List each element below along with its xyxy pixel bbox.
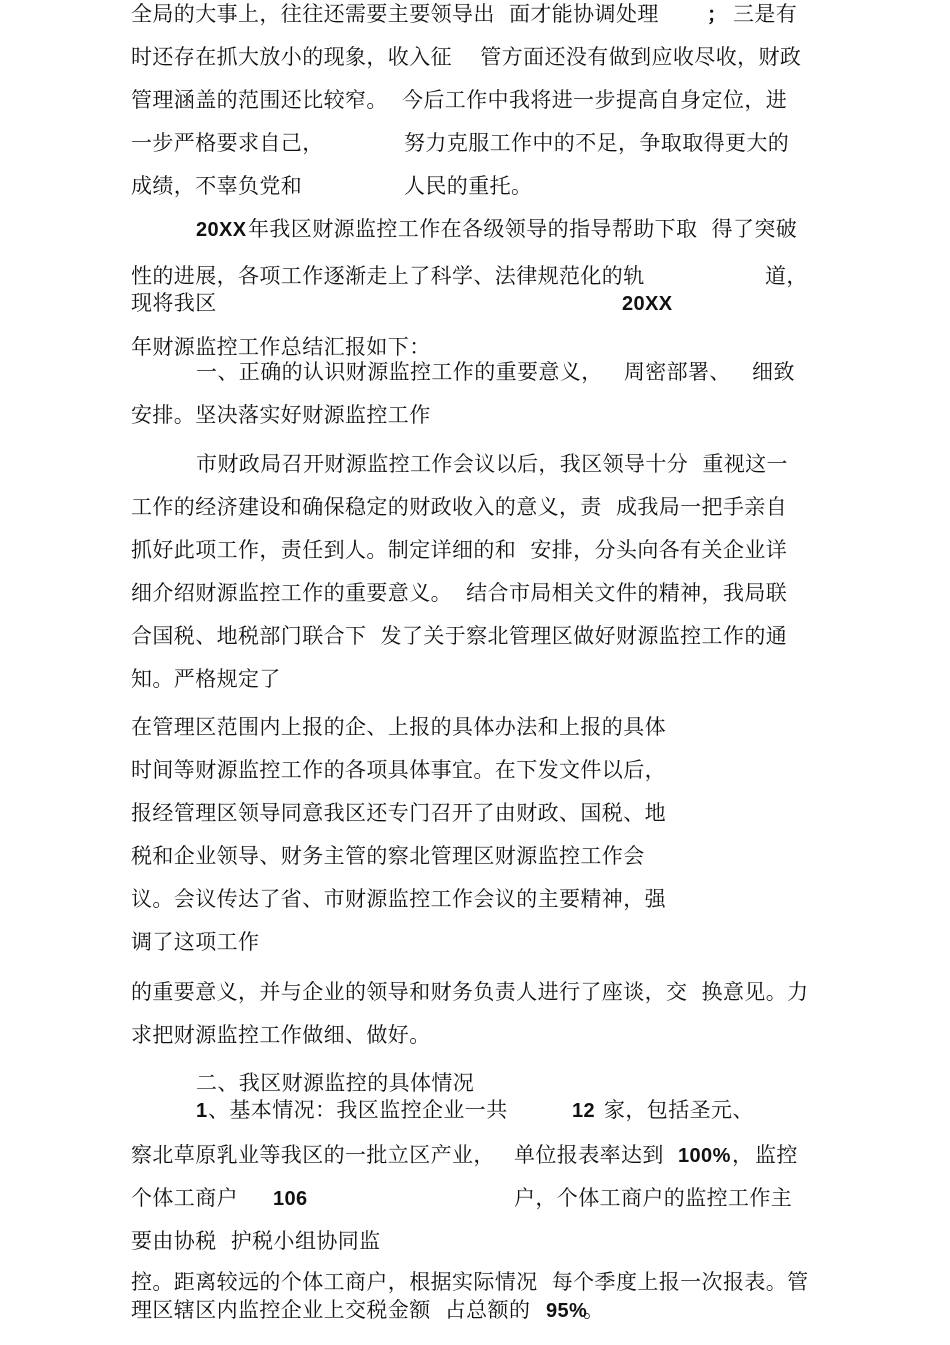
text-line: 控。距离较远的个体工商户，根据实际情况 每个季度上报一次报表。管	[131, 1270, 809, 1294]
text-line: 时间等财源监控工作的各项具体事宜。在下发文件以后，	[131, 758, 666, 782]
text-line: ，	[732, 1143, 754, 1167]
text-line: 一、正确的认识财源监控工作的重要意义， 周密部署、 细致	[196, 360, 795, 384]
text-line: 性的进展，各项工作逐渐走上了科学、法律规范化的轨	[131, 264, 645, 288]
text-line: 要由协税 护税小组协同监	[131, 1229, 381, 1253]
text-line: 努力克服工作中的不足，争取取得更大的	[404, 131, 790, 155]
text-line: 知。严格规定了	[131, 667, 281, 691]
text-line: 人民的重托。	[404, 174, 533, 198]
text-line: 、基本情况：我区监控企业一共	[208, 1098, 508, 1122]
text-line: 95%	[546, 1300, 588, 1322]
text-line: 安排。坚决落实好财源监控工作	[131, 403, 431, 427]
text-line: 察北草原乳业等我区的一批立区产业，	[131, 1143, 495, 1167]
text-line: 现将我区	[131, 291, 217, 315]
text-line: 抓好此项工作，责任到人。制定详细的和 安排，分头向各有关企业详	[131, 538, 788, 562]
text-line: 家，包括圣元、	[604, 1098, 754, 1122]
text-line: 税和企业领导、财务主管的察北管理区财源监控工作会	[131, 844, 645, 868]
text-line: 20XX	[622, 293, 673, 315]
text-line: 成绩，不辜负党和	[131, 174, 303, 198]
text-line: 监控	[755, 1143, 798, 1167]
text-line: 在管理区范围内上报的企、上报的具体办法和上报的具体	[131, 715, 666, 739]
text-line: 理区辖区内监控企业上交税金额 占总额的	[131, 1298, 531, 1322]
text-line: 道，	[765, 264, 808, 288]
text-line: 100%	[678, 1145, 731, 1167]
text-line: 全局的大事上，往往还需要主要领导出 面才能协调处理	[131, 2, 659, 26]
text-line: 求把财源监控工作做细、做好。	[131, 1023, 431, 1047]
text-line: 106	[273, 1188, 308, 1210]
text-line: 合国税、地税部门联合下 发了关于察北管理区做好财源监控工作的通	[131, 624, 788, 648]
text-line: 的重要意义，并与企业的领导和财务负责人进行了座谈，交 换意见。力	[131, 980, 809, 1004]
text-line: 时还存在抓大放小的现象，收入征 管方面还没有做到应收尽收，财政	[131, 45, 802, 69]
text-line: ；	[707, 4, 728, 26]
text-line: 市财政局召开财源监控工作会议以后，我区领导十分 重视这一	[196, 452, 788, 476]
text-line: 一步严格要求自己，	[131, 131, 324, 155]
text-line: 管理涵盖的范围还比较窄。 今后工作中我将进一步提高自身定位，进	[131, 88, 788, 112]
text-line: 细介绍财源监控工作的重要意义。 结合市局相关文件的精神，我局联	[131, 581, 788, 605]
text-line: 三是有	[733, 2, 798, 26]
text-line: 调了这项工作	[131, 930, 260, 954]
text-line: 工作的经济建设和确保稳定的财政收入的意义，责 成我局一把手亲自	[131, 495, 788, 519]
text-line: 个体工商户	[131, 1186, 238, 1210]
text-line: 12	[572, 1100, 596, 1122]
text-line: 户，个体工商户的监控工作主	[514, 1186, 793, 1210]
text-line: 报经管理区领导同意我区还专门召开了由财政、国税、地	[131, 801, 666, 825]
text-line: 年我区财源监控工作在各级领导的指导帮助下取 得了突破	[248, 217, 798, 241]
text-line: 二、我区财源监控的具体情况	[196, 1071, 475, 1095]
text-line: 议。会议传达了省、市财源监控工作会议的主要精神，强	[131, 887, 666, 911]
text-line: 年财源监控工作总结汇报如下：	[131, 335, 431, 359]
text-line: 1	[196, 1100, 208, 1122]
text-line: 20XX	[196, 219, 247, 241]
text-line: 。	[583, 1298, 605, 1322]
text-line: 单位报表率达到	[514, 1143, 664, 1167]
